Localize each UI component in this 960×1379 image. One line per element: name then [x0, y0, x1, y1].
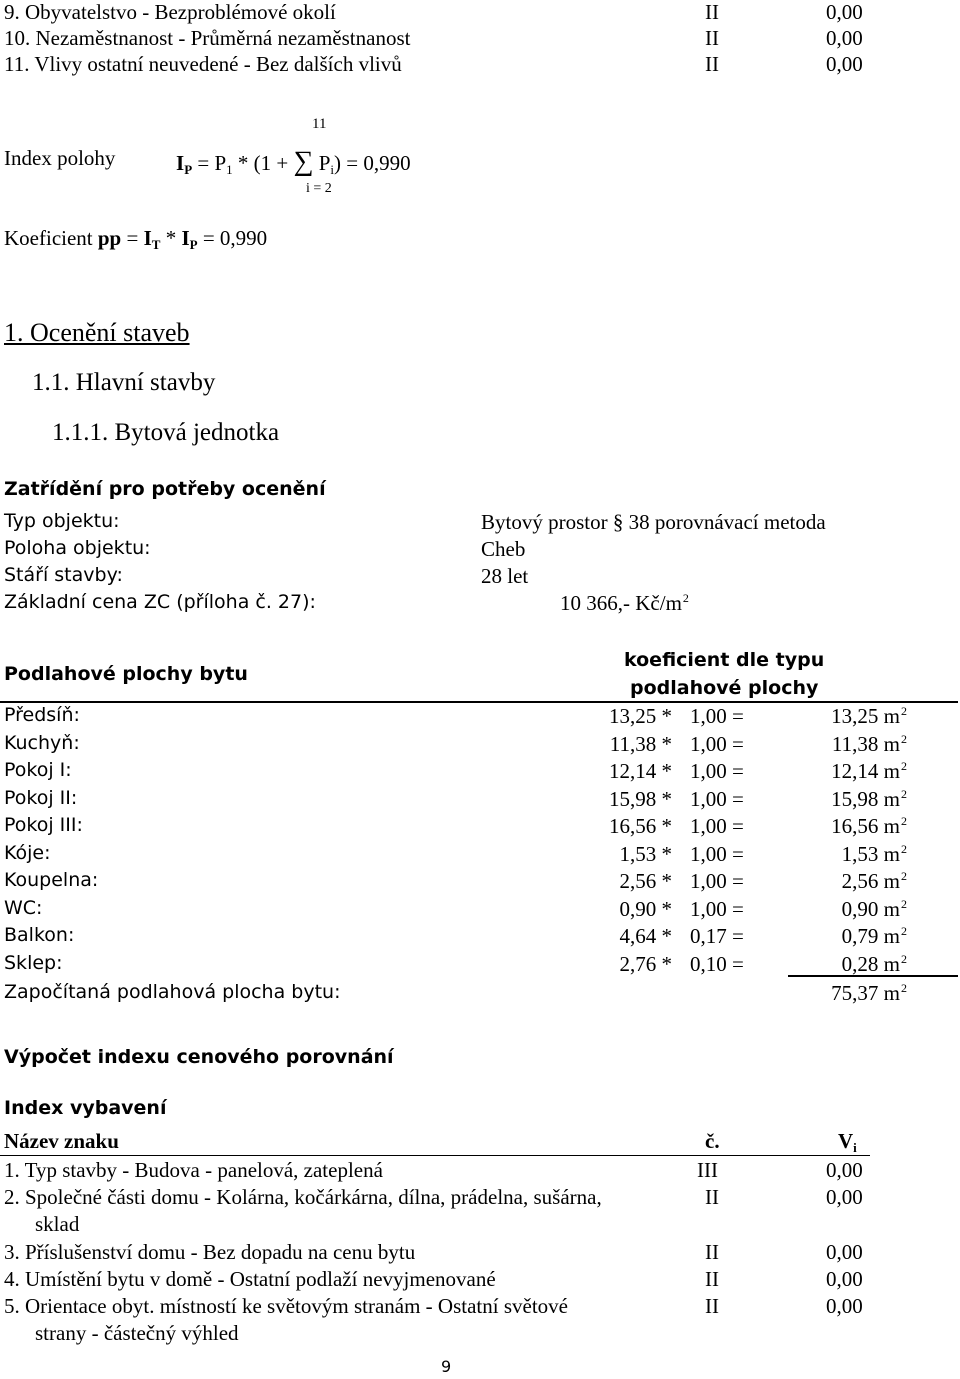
zatrideni-label: Poloha objektu:	[4, 537, 151, 559]
room-name: Kuchyň:	[4, 731, 80, 754]
sum-divider	[788, 975, 958, 977]
sigma-symbol: ∑	[293, 146, 314, 177]
room-area: 11,38 *	[609, 731, 672, 756]
room-result	[831, 814, 907, 839]
room-area: 4,64 *	[619, 924, 672, 948]
room-name: WC:	[4, 896, 43, 919]
room-result-number: 15,98	[831, 786, 879, 811]
room-name: Balkon:	[4, 924, 75, 946]
unit-label: m	[883, 896, 900, 921]
zatrideni-value: Cheb	[481, 537, 526, 561]
room-area: 1,53 *	[619, 841, 672, 866]
vybaveni-text: 4. Umístění bytu v domě - Ostatní podlaží nevyjmenované	[4, 1267, 496, 1291]
influence-text: 9. Obyvatelstvo - Bezproblémové okolí	[4, 0, 336, 24]
unit-exponent: 2	[901, 786, 907, 801]
room-result	[842, 952, 907, 977]
room-coefficient: 1,00 =	[690, 896, 744, 921]
p1-subscript: 1	[226, 162, 233, 177]
ip-subscript: P	[184, 162, 193, 177]
room-area: 15,98 *	[609, 786, 672, 811]
formula-part: =	[121, 226, 144, 250]
unit-exponent: 2	[901, 814, 907, 828]
zatrideni-row	[0, 510, 960, 538]
formula-result: = 0,990	[197, 226, 268, 250]
vybaveni-row	[0, 1294, 960, 1322]
heading-3: 1.1.1. Bytová jednotka	[52, 419, 280, 446]
col-v-subscript: i	[853, 1140, 857, 1155]
room-name: Pokoj III:	[4, 814, 83, 836]
unit-label: m	[883, 704, 900, 728]
zatrideni-row	[0, 564, 960, 592]
room-name: Sklep:	[4, 951, 63, 974]
room-coefficient: 1,00 =	[690, 869, 744, 893]
index-vybaveni-title: Index vybavení	[4, 1097, 167, 1119]
vybaveni-row	[0, 1185, 960, 1213]
vybaveni-text: 5. Orientace obyt. místností ke světovým stranám - Ostatní světové	[4, 1294, 568, 1318]
room-name: Kóje:	[4, 841, 51, 864]
room-coefficient: 0,17 =	[690, 924, 744, 948]
influence-grade: II	[705, 52, 719, 76]
room-result	[842, 869, 907, 894]
influence-value: 0,00	[826, 0, 863, 24]
zatrideni-row	[0, 537, 960, 565]
vybaveni-grade: II	[705, 1185, 719, 1209]
zakladni-cena-row	[0, 591, 960, 619]
zakladni-cena-value	[560, 591, 689, 616]
area-row	[0, 897, 960, 925]
vybaveni-text-continued: sklad	[35, 1212, 80, 1236]
unit-exponent: 2	[682, 591, 689, 605]
room-result-number: 0,28	[841, 951, 879, 976]
vybaveni-value: 0,00	[826, 1185, 863, 1209]
formula-result: ) = 0,990	[334, 151, 411, 175]
room-coefficient: 1,00 =	[690, 759, 744, 783]
room-result-number: 13,25	[831, 704, 879, 728]
ip-symbol: I	[181, 226, 190, 250]
vybaveni-header-divider	[0, 1155, 870, 1156]
room-result-number: 16,56	[831, 814, 879, 838]
page-number: 9	[441, 1357, 452, 1376]
room-name: Koupelna:	[4, 869, 99, 891]
vybaveni-text-continued: strany - částečný výhled	[35, 1321, 239, 1345]
room-area: 16,56 *	[609, 814, 672, 838]
vybaveni-grade: II	[705, 1240, 719, 1264]
koeficient-label: Koeficient	[4, 226, 98, 250]
coef-header-line2: podlahové plochy	[630, 677, 819, 699]
unit-exponent: 2	[901, 704, 907, 718]
unit-label: m	[883, 759, 900, 783]
pp-symbol: pp	[97, 226, 122, 250]
plochy-title: Podlahové plochy bytu	[4, 663, 248, 685]
room-result-number: 2,56	[841, 869, 879, 893]
room-area: 12,14 *	[609, 759, 672, 783]
room-result-number: 0,79	[841, 924, 879, 948]
it-symbol: I	[143, 226, 152, 250]
pi-subscript: i	[330, 162, 335, 177]
room-coefficient: 1,00 =	[690, 731, 744, 756]
influence-text: 10. Nezaměstnanost - Průměrná nezaměstnanost	[4, 26, 411, 50]
unit-exponent: 2	[901, 951, 907, 966]
it-subscript: T	[151, 237, 161, 252]
room-area: 13,25 *	[609, 704, 672, 728]
room-coefficient: 1,00 =	[690, 814, 744, 838]
room-area: 2,76 *	[619, 951, 672, 976]
room-coefficient: 1,00 =	[690, 786, 744, 811]
room-result-number: 1,53	[841, 841, 879, 866]
vypocet-title: Výpočet indexu cenového porovnání	[4, 1046, 394, 1068]
room-result	[831, 787, 907, 812]
formula-part: = P	[192, 151, 227, 175]
influence-row	[0, 26, 960, 54]
unit-label: m	[883, 869, 900, 893]
vybaveni-row	[0, 1267, 960, 1295]
vybaveni-value: 0,00	[826, 1240, 863, 1264]
unit-label: m	[883, 924, 900, 948]
influence-row	[0, 52, 960, 80]
influence-value: 0,00	[826, 52, 863, 76]
influence-row	[0, 0, 960, 28]
formula-part: P	[313, 151, 331, 175]
ip-symbol: I	[176, 151, 185, 175]
unit-exponent: 2	[901, 869, 907, 883]
ip-subscript: P	[189, 237, 198, 252]
vybaveni-text: 2. Společné části domu - Kolárna, kočárkárna, dílna, prádelna, sušárna,	[4, 1185, 602, 1209]
unit-exponent: 2	[901, 896, 907, 911]
room-coefficient: 1,00 =	[690, 841, 744, 866]
heading-2: 1.1. Hlavní stavby	[32, 369, 216, 396]
room-name: Pokoj I:	[4, 759, 72, 781]
unit-exponent: 2	[901, 981, 907, 995]
vybaveni-value: 0,00	[826, 1267, 863, 1291]
vybaveni-row	[0, 1240, 960, 1268]
unit-label: m	[883, 731, 900, 756]
room-result	[842, 924, 907, 949]
room-area: 0,90 *	[619, 896, 672, 921]
area-row	[0, 842, 960, 870]
zakladni-cena-amount: 10 366,- Kč/m	[560, 591, 682, 615]
formula-part: * (1 +	[232, 151, 294, 175]
index-polohy-label: Index polohy	[4, 146, 116, 170]
zatrideni-title: Zatřídění pro potřeby ocenění	[4, 478, 326, 500]
area-row	[0, 814, 960, 842]
col-name-header: Název znaku	[4, 1129, 119, 1153]
area-row	[0, 759, 960, 787]
room-coefficient: 0,10 =	[690, 951, 744, 976]
room-area: 2,56 *	[619, 869, 672, 893]
room-result-number: 11,38	[831, 731, 879, 756]
col-v-symbol: V	[838, 1129, 854, 1153]
zatrideni-label: Typ objektu:	[4, 510, 120, 532]
unit-exponent: 2	[901, 924, 907, 938]
total-label: Započítaná podlahová plocha bytu:	[4, 981, 341, 1003]
room-name: Předsíň:	[4, 704, 80, 726]
room-result	[831, 759, 907, 784]
room-result	[832, 732, 907, 757]
unit-exponent: 2	[901, 841, 907, 856]
coef-header-line1: koeficient dle typu	[624, 649, 825, 671]
vybaveni-header	[0, 1129, 960, 1157]
formula-part: *	[160, 226, 182, 250]
room-name: Pokoj II:	[4, 786, 78, 809]
sum-upper-limit: 11	[312, 116, 327, 132]
room-result-number: 12,14	[831, 759, 879, 783]
heading-1: 1. Ocenění staveb	[4, 318, 190, 347]
influence-text: 11. Vlivy ostatní neuvedené - Bez dalších vlivů	[4, 52, 402, 76]
zatrideni-value: 28 let	[481, 564, 529, 588]
area-row	[0, 924, 960, 952]
unit-label: m	[883, 951, 900, 976]
vybaveni-grade: III	[697, 1158, 718, 1182]
col-v-header	[838, 1129, 857, 1154]
vybaveni-value: 0,00	[826, 1158, 863, 1182]
area-row	[0, 787, 960, 815]
room-result	[842, 842, 907, 867]
room-result-number: 0,90	[841, 896, 879, 921]
area-row	[0, 732, 960, 760]
koeficient-pp	[4, 226, 267, 251]
area-row	[0, 869, 960, 897]
room-coefficient: 1,00 =	[690, 704, 744, 728]
room-result	[842, 897, 907, 922]
unit-label: m	[883, 786, 900, 811]
vybaveni-grade: II	[705, 1267, 719, 1291]
room-result	[831, 704, 907, 729]
total-number: 75,37	[831, 981, 879, 1005]
zakladni-cena-label: Základní cena ZC (příloha č. 27):	[4, 591, 316, 613]
col-c-header: č.	[705, 1129, 720, 1153]
area-row	[0, 704, 960, 732]
zatrideni-label: Stáří stavby:	[4, 564, 123, 586]
vybaveni-text: 3. Příslušenství domu - Bez dopadu na cenu bytu	[4, 1240, 416, 1264]
index-polohy-formula	[176, 146, 411, 178]
unit-exponent: 2	[901, 731, 907, 746]
header-divider	[0, 701, 958, 703]
unit-label: m	[883, 814, 900, 838]
influence-grade: II	[705, 0, 719, 24]
unit-exponent: 2	[901, 759, 907, 773]
vybaveni-row	[0, 1158, 960, 1186]
total-value	[831, 981, 907, 1006]
vybaveni-text: 1. Typ stavby - Budova - panelová, zateplená	[4, 1158, 383, 1182]
influence-grade: II	[705, 26, 719, 50]
unit-label: m	[883, 981, 900, 1005]
unit-label: m	[883, 841, 900, 866]
vybaveni-value: 0,00	[826, 1294, 863, 1318]
vybaveni-grade: II	[705, 1294, 719, 1318]
sum-lower-limit: i = 2	[306, 181, 332, 196]
zatrideni-value: Bytový prostor § 38 porovnávací metoda	[481, 510, 826, 534]
influence-value: 0,00	[826, 26, 863, 50]
total-row	[0, 981, 960, 1009]
